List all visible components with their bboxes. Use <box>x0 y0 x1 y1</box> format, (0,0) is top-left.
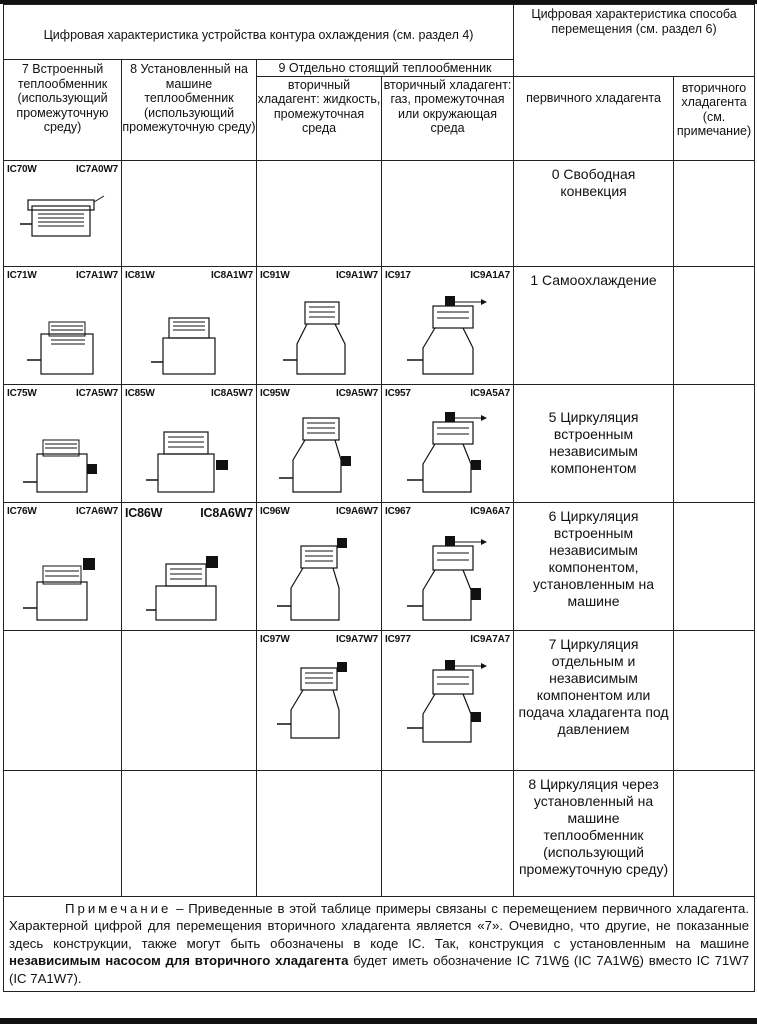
row5-col9a <box>257 770 382 896</box>
header-movement: Цифровая характеристика способа перемещения (см. раздел 6) <box>514 5 755 77</box>
row5-col7 <box>4 770 122 896</box>
separate-exchanger-diagram <box>279 298 359 378</box>
separate-exchanger-fan-pump-diagram <box>403 410 493 496</box>
separate-exchanger-mounted-pump-diagram <box>275 536 363 624</box>
row0-col9b <box>382 160 514 266</box>
table-note: Примечание – Приведенные в этой таблице примеры связаны с перемещением первичного хладагента. Характерной цифрой для перемещения вторичного хладагента является «7». Очевидно, что другие, не показанные здесь конструкции, также могут быть обозначены в коде IC. Так, конструкция с установленным на машине независимым насосом для вторичного хладагента будет иметь обозначение IC 71W6 (IC 7A1W6) вместо IC 71W7 (IC 7A1W7). <box>4 896 755 992</box>
header-col9b: вторичный хладагент: газ, промежуточная или окружающая среда <box>382 76 514 160</box>
row2-col9a: IC95W IC9A5W7 <box>257 384 382 502</box>
note-bold: независимым насосом для вторичного хладагента <box>9 953 349 968</box>
row3-col9b: IC967 IC9A6A7 <box>382 502 514 630</box>
motor-mounted-pump-diagram <box>19 554 107 624</box>
row5-secondary <box>674 770 755 896</box>
row0-col9a <box>257 160 382 266</box>
motor-with-exchanger-diagram <box>149 312 229 378</box>
header-col9a: вторичный хладагент: жидкость, промежуточная среда <box>257 76 382 160</box>
header-col8: 8 Установленный на машине теплообменник (использующий промежуточную среду) <box>122 60 257 161</box>
row4-col9a: IC97W IC9A7W7 <box>257 630 382 770</box>
header-cooling-circuit: Цифровая характеристика устройства контура охлаждения (см. раздел 4) <box>4 5 514 60</box>
method-7: 7 Циркуляция отдельным и независимым компонентом или подача хладагента под давлением <box>514 630 674 770</box>
header-primary: первичного хладагента <box>514 76 674 160</box>
row1-secondary <box>674 266 755 384</box>
row2-col9b: IC957 IC9A5A7 <box>382 384 514 502</box>
motor-diagram <box>23 316 103 378</box>
motor-exchanger-mounted-pump-diagram <box>144 552 234 624</box>
separate-exchanger-separate-pump-diagram <box>275 660 363 742</box>
header-col9: 9 Отдельно стоящий теплообменник <box>257 60 514 77</box>
row4-secondary <box>674 630 755 770</box>
row4-col8 <box>122 630 257 770</box>
motor-pump-diagram <box>21 434 105 496</box>
separate-exchanger-fan-mounted-pump-diagram <box>403 532 493 624</box>
method-5: 5 Циркуляция встроенным независимым компонентом <box>514 384 674 502</box>
row2-col7: IC75W IC7A5W7 <box>4 384 122 502</box>
method-8: 8 Циркуляция через установленный на машине теплообменник (использующий промежуточную среду) <box>514 770 674 896</box>
row0-col7: IC70W IC7A0W7 <box>4 160 122 266</box>
row5-col8 <box>122 770 257 896</box>
row2-col8: IC85W IC8A5W7 <box>122 384 257 502</box>
motor-exchanger-pump-diagram <box>144 426 234 496</box>
row3-col8: IC86W IC8A6W7 <box>122 502 257 630</box>
separate-exchanger-fan-separate-pump-diagram <box>403 658 493 746</box>
header-secondary: вторичного хладагента (см. примечание) <box>674 76 755 160</box>
row0-col8 <box>122 160 257 266</box>
separate-exchanger-pump-diagram <box>277 414 361 496</box>
method-1: 1 Самоохлаждение <box>514 266 674 384</box>
row3-secondary <box>674 502 755 630</box>
row2-secondary <box>674 384 755 502</box>
row0-secondary <box>674 160 755 266</box>
row4-col9b: IC977 IC9A7A7 <box>382 630 514 770</box>
method-6: 6 Циркуляция встроенным независимым компонентом, установленным на машине <box>514 502 674 630</box>
row1-col7: IC71W IC7A1W7 <box>4 266 122 384</box>
row1-col9b: IC917 IC9A1A7 <box>382 266 514 384</box>
row4-col7 <box>4 630 122 770</box>
row3-col7: IC76W IC7A6W7 <box>4 502 122 630</box>
separate-exchanger-fan-diagram <box>403 294 493 378</box>
row1-col9a: IC91W IC9A1W7 <box>257 266 382 384</box>
header-col7: 7 Встроенный теплообменник (использующий промежуточную среду) <box>4 60 122 161</box>
motor-enclosed-diagram <box>18 192 108 242</box>
ic-code-table <box>3 4 755 992</box>
row3-col9a: IC96W IC9A6W7 <box>257 502 382 630</box>
row1-col8: IC81W IC8A1W7 <box>122 266 257 384</box>
note-label: Примечание <box>65 900 172 916</box>
row5-col9b <box>382 770 514 896</box>
method-0: 0 Свободная конвекция <box>514 160 674 266</box>
bottom-rule <box>0 1018 757 1024</box>
